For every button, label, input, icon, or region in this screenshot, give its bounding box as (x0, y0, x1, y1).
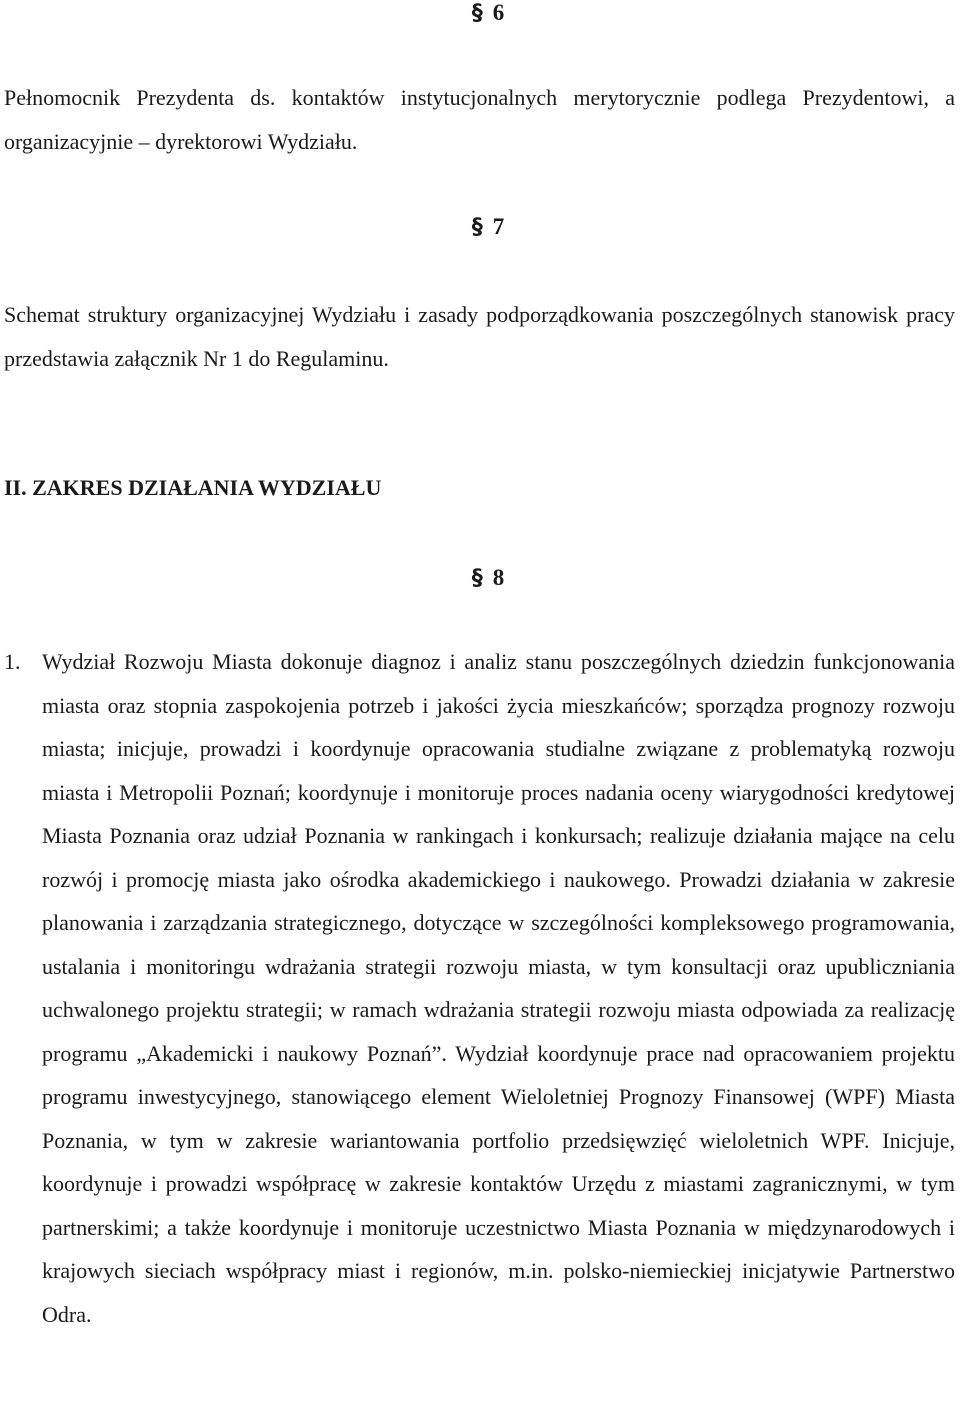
section-6-heading (0, 0, 960, 29)
section-8-number: 8 (492, 565, 505, 590)
chapter-heading: II. ZAKRES DZIAŁANIA WYDZIAŁU (4, 475, 382, 500)
section-6-number: 6 (492, 0, 505, 25)
section-7-number: 7 (492, 214, 505, 239)
section-8-heading (0, 563, 960, 594)
section-sign-8: § (471, 566, 483, 591)
list-item-number: 1. (4, 649, 21, 674)
section-sign-7: § (471, 215, 483, 240)
list-item-text: Wydział Rozwoju Miasta dokonuje diagnoz i analiz stanu poszczególnych dziedzin funkcjonowania miasta oraz stopnia zaspokojenia potrzeb i jakości życia mieszkańców; sporządza prognozy rozwoju miasta; inicjuje, prowadzi i koordynuje opracowania studialne związane z problematyką rozwoju miasta i Metropolii Poznań; koordynuje i monitoruje proces nadania oceny wiarygodności kredytowej Miasta Poznania oraz udział Poznania w rankingach i konkursach; realizuje działania mające na celu rozwój i promocję miasta jako ośrodka akademickiego i naukowego. Prowadzi działania w zakresie planowania i zarządzania strategicznego, dotyczące w szczególności kompleksowego programowania, ustalania i monitoringu wdrażania strategii rozwoju miasta, w tym konsultacji oraz upubliczniania uchwalonego projektu strategii; w ramach wdrażania strategii rozwoju miasta odpowiada za realizację programu „Akademicki i naukowy Poznań”. Wydział koordynuje prace nad opracowaniem projektu programu inwestycyjnego, stanowiącego element Wieloletniej Prognozy Finansowej (WPF) Miasta Poznania, w tym w zakresie wariantowania portfolio przedsięwzięć wieloletnich WPF. Inicjuje, koordynuje i prowadzi współpracę w zakresie kontaktów Urzędu z miastami zagranicznymi, w tym partnerskimi; a także koordynuje i monitoruje uczestnictwo Miasta Poznania w międzynarodowych i krajowych sieciach współpracy miast i regionów, m.in. polsko-niemieckiej inicjatywie Partnerstwo Odra. (42, 649, 955, 1327)
section-7-text: Schemat struktury organizacyjnej Wydziału i zasady podporządkowania poszczególnych stanowisk pracy przedstawia załącznik Nr 1 do Regulaminu. (4, 302, 955, 371)
section-sign-6: § (471, 1, 483, 26)
list-item (4, 640, 955, 1336)
section-6-text: Pełnomocnik Prezydenta ds. kontaktów instytucjonalnych merytorycznie podlega Prezydentowi, a organizacyjnie – dyrektorowi Wydziału. (4, 85, 955, 154)
section-7-heading (0, 212, 960, 243)
